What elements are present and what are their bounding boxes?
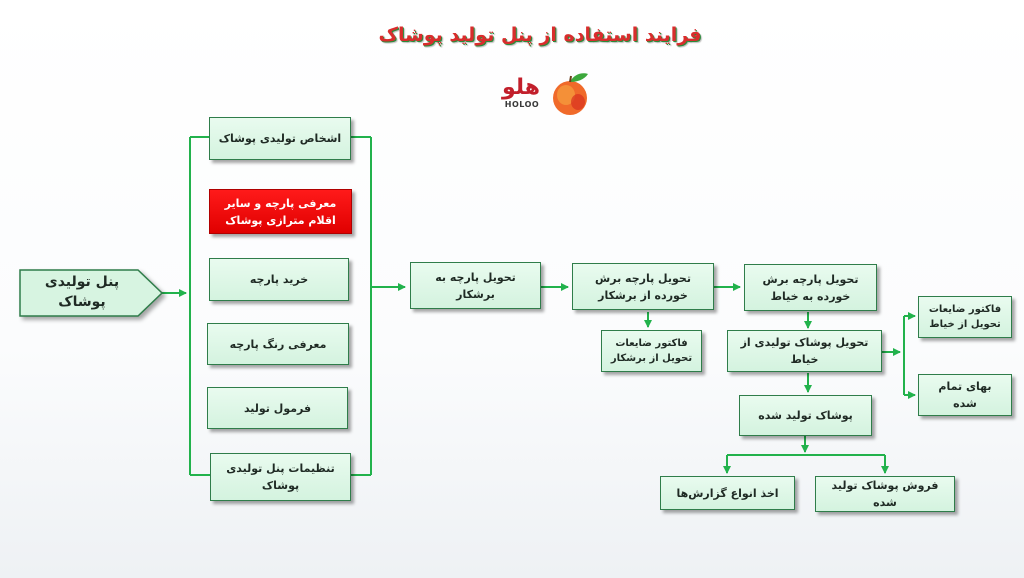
start-node-label: پنل تولیدی پوشاک bbox=[44, 274, 120, 310]
step-produced-clothing: پوشاک تولید شده bbox=[739, 395, 872, 436]
page-title: فرایند استفاده از پنل تولید پوشاک bbox=[378, 24, 702, 46]
logo-subtext: HOLOO bbox=[504, 100, 540, 109]
step-get-reports: اخذ انواع گزارش‌ها bbox=[660, 476, 795, 510]
step-deliver-to-cutter: تحویل پارچه به برشکار bbox=[410, 262, 541, 309]
setup-item-panel-settings: تنظیمات پنل تولیدی پوشاک bbox=[210, 453, 351, 501]
setup-item-fabric-purchase: خرید پارچه bbox=[209, 258, 349, 301]
setup-item-fabric-color: معرفی رنگ پارچه bbox=[207, 323, 349, 365]
step-cutter-waste-invoice: فاکتور ضایعات تحویل از برشکار bbox=[601, 330, 702, 372]
setup-item-persons: اشخاص تولیدی پوشاک bbox=[209, 117, 351, 160]
logo-text: هلو bbox=[501, 75, 541, 100]
step-receive-from-tailor: تحویل پوشاک تولیدی از خیاط bbox=[727, 330, 882, 372]
step-deliver-to-tailor: تحویل پارچه برش خورده به خیاط bbox=[744, 264, 877, 311]
step-final-price: بهای تمام شده bbox=[918, 374, 1012, 416]
step-sell-produced: فروش پوشاک تولید شده bbox=[815, 476, 955, 512]
setup-item-fabric-definition: معرفی پارچه و سایر اقلام مترازی پوشاک bbox=[209, 189, 352, 234]
setup-item-production-formula: فرمول تولید bbox=[207, 387, 348, 429]
step-tailor-waste-invoice: فاکتور ضایعات تحویل از خیاط bbox=[918, 296, 1012, 338]
step-receive-cut: تحویل پارچه برش خورده از برشکار bbox=[572, 263, 714, 310]
